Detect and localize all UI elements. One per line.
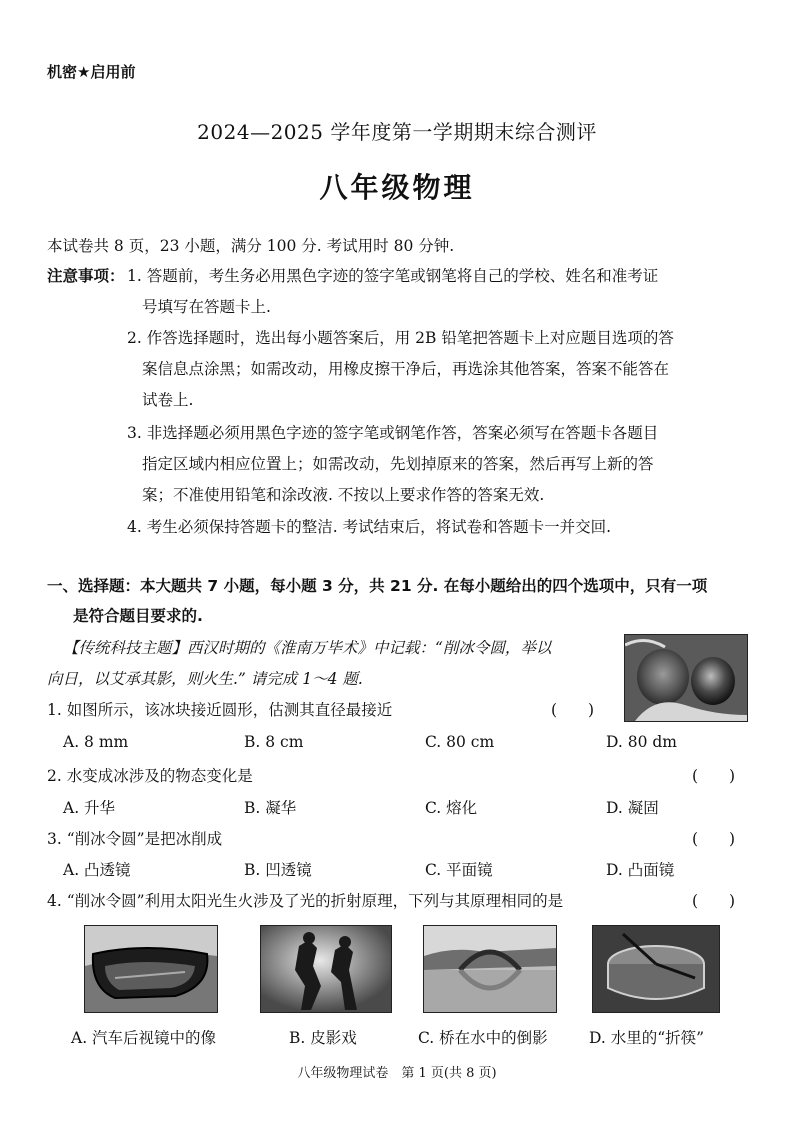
note-3-line-1: 3. 非选择题必须用黑色字迹的签字笔或钢笔作答，答案必须写在答题卡各题目 [127, 424, 659, 442]
q2-option-c[interactable]: C. 熔化 [425, 799, 478, 817]
notes-label: 注意事项： [47, 267, 125, 285]
q4-answer-paren[interactable]: ( ) [692, 892, 736, 910]
exam-title: 2024—2025 学年度第一学期期末综合测评 [197, 120, 597, 144]
q4-option-c[interactable]: C. 桥在水中的倒影 [418, 1029, 548, 1047]
q3-option-b[interactable]: B. 凹透镜 [244, 861, 312, 879]
note-4-line-1: 4. 考生必须保持答题卡的整洁. 考试结束后，将试卷和答题卡一并交回. [127, 518, 611, 536]
q3-answer-paren[interactable]: ( ) [692, 830, 736, 848]
q4-photo-bent-chopstick[interactable] [592, 925, 720, 1013]
note-1-line-1: 1. 答题前，考生务必用黑色字迹的签字笔或钢笔将自己的学校、姓名和准考证 [127, 267, 659, 285]
q1-answer-paren[interactable]: ( ) [551, 701, 595, 719]
q3-stem: 3. “削冰令圆”是把冰削成 [47, 830, 223, 848]
note-1-line-2: 号填写在答题卡上. [142, 298, 271, 316]
q4-photo-shadow-play[interactable] [260, 925, 392, 1013]
q3-option-d[interactable]: D. 凸面镜 [606, 861, 675, 879]
q1-option-a[interactable]: A. 8 mm [63, 733, 129, 751]
note-3-line-2: 指定区域内相应位置上；如需改动，先划掉原来的答案，然后再写上新的答 [142, 455, 654, 473]
q2-option-a[interactable]: A. 升华 [63, 799, 116, 817]
q4-option-a[interactable]: A. 汽车后视镜中的像 [71, 1029, 217, 1047]
q2-stem: 2. 水变成冰涉及的物态变化是 [47, 767, 253, 785]
q1-option-c[interactable]: C. 80 cm [425, 733, 495, 751]
note-2-line-3: 试卷上. [142, 391, 194, 409]
q1-stem: 1. 如图所示，该冰块接近圆形，估测其直径最接近 [47, 701, 393, 719]
section-1-heading-cont: 是符合题目要求的. [73, 607, 203, 625]
exam-intro: 本试卷共 8 页，23 小题，满分 100 分. 考试用时 80 分钟. [47, 237, 455, 255]
q4-photo-rearview-mirror[interactable] [84, 925, 218, 1013]
q3-option-c[interactable]: C. 平面镜 [425, 861, 493, 879]
q4-stem: 4. “削冰令圆”利用太阳光生火涉及了光的折射原理，下列与其原理相同的是 [47, 892, 564, 910]
q1-option-b[interactable]: B. 8 cm [244, 733, 304, 751]
q4-option-d[interactable]: D. 水里的“折筷” [589, 1029, 705, 1047]
q2-option-b[interactable]: B. 凝华 [244, 799, 297, 817]
q4-option-b[interactable]: B. 皮影戏 [289, 1029, 357, 1047]
q2-answer-paren[interactable]: ( ) [692, 767, 736, 785]
note-3-line-3: 案；不准使用铅笔和涂改液. 不按以上要求作答的答案无效. [142, 486, 545, 504]
theme-line-2: 向日，以艾承其影，则火生.” 请完成 1～4 题. [47, 670, 363, 688]
subject-title: 八年级物理 [319, 171, 475, 204]
note-2-line-1: 2. 作答选择题时，选出每小题答案后，用 2B 铅笔把答题卡上对应题目选项的答 [127, 329, 674, 347]
q2-option-d[interactable]: D. 凝固 [606, 799, 659, 817]
note-2-line-2: 案信息点涂黑；如需改动，用橡皮擦干净后，再选涂其他答案，答案不能答在 [142, 360, 670, 378]
theme-line-1: 【传统科技主题】西汉时期的《淮南万毕术》中记载：“削冰令圆，举以 [63, 639, 552, 657]
q3-option-a[interactable]: A. 凸透镜 [63, 861, 131, 879]
q4-photo-bridge-reflection[interactable] [423, 925, 557, 1013]
ice-lens-photo [624, 634, 748, 722]
q1-option-d[interactable]: D. 80 dm [606, 733, 677, 751]
page-footer: 八年级物理试卷 第 1 页(共 8 页) [297, 1066, 497, 1081]
section-1-heading: 一、选择题：本大题共 7 小题，每小题 3 分，共 21 分. 在每小题给出的四个选项中，只有一项 [47, 577, 708, 595]
confidential-label: 机密★启用前 [47, 63, 136, 81]
